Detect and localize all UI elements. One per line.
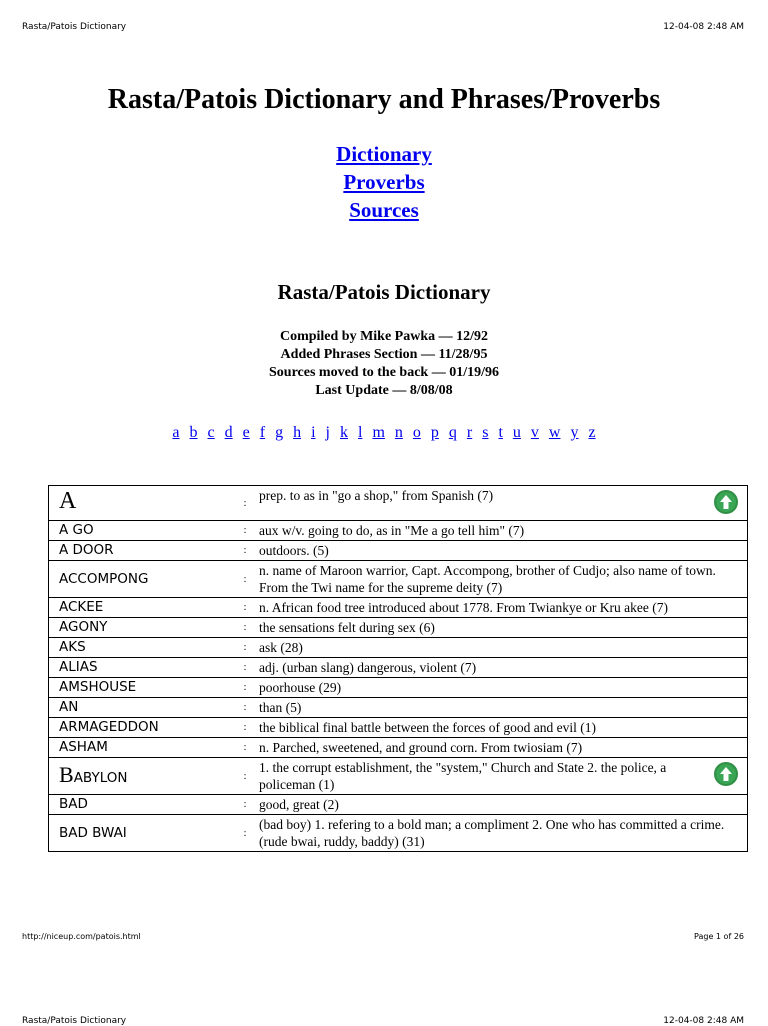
entry-definition [255,815,748,852]
credit-line: Last Update — 8/08/08 [315,383,453,398]
sources-link[interactable]: Sources [349,198,419,222]
header-title: Rasta/Patois Dictionary [22,22,127,32]
definition-text: prep. to as in "go a shop," from Spanish (7) [259,488,494,503]
table-row [49,486,748,521]
dictionary-table [48,485,748,852]
table-row [49,738,748,758]
definition-text: n. Parched, sweetened, and ground corn. From twiosiam (7) [259,740,583,755]
back-to-top-icon[interactable] [713,489,739,519]
entry-separator: : [235,618,255,638]
entry-definition [255,541,748,561]
entry-separator: : [235,718,255,738]
definition-text: n. African food tree introduced about 1778. From Twiankye or Kru akee (7) [259,600,668,615]
entry-word: ASHAM [49,738,236,758]
credit-line: Compiled by Mike Pawka — 12/92 [279,329,489,344]
letter-link-j[interactable]: j [325,424,330,441]
section-nav [0,140,768,224]
header-title: Rasta/Patois Dictionary [22,1016,127,1026]
page-header [22,22,744,32]
entry-definition [255,795,748,815]
entry-separator: : [235,541,255,561]
dictionary-heading: Rasta/Patois Dictionary [277,280,491,304]
letter-link-n[interactable]: n [394,424,403,441]
table-row [49,815,748,852]
letter-link-u[interactable]: u [512,424,521,441]
entry-word: BAD BWAI [49,815,236,852]
letter-link-l[interactable]: l [357,424,363,441]
entry-definition [255,738,748,758]
entry-definition [255,718,748,738]
main-title: Rasta/Patois Dictionary and Phrases/Proverbs [107,84,661,115]
entry-word: BABYLON [49,758,236,795]
entry-word: ACKEE [49,598,236,618]
entry-separator: : [235,521,255,541]
entry-separator: : [235,658,255,678]
letter-link-o[interactable]: o [412,424,421,441]
entry-separator: : [235,678,255,698]
letter-link-h[interactable]: h [293,424,302,441]
letter-link-z[interactable]: z [588,424,596,441]
letter-link-e[interactable]: e [242,424,250,441]
letter-link-b[interactable]: b [189,424,198,441]
letter-link-a[interactable]: a [172,424,180,441]
definition-text: n. name of Maroon warrior, Capt. Accompong, brother of Cudjo; also name of town. From the Twi name for the supreme deity (7) [259,563,716,595]
letter-link-v[interactable]: v [530,424,539,441]
credit-line: Sources moved to the back — 01/19/96 [269,365,499,380]
entry-definition [255,638,748,658]
table-row [49,678,748,698]
letter-link-d[interactable]: d [224,424,233,441]
definition-text: outdoors. (5) [259,543,329,558]
entry-word: A DOOR [49,541,236,561]
entry-separator: : [235,758,255,795]
proverbs-link[interactable]: Proverbs [343,170,425,194]
table-row [49,541,748,561]
back-to-top-icon[interactable] [713,761,739,791]
entry-definition [255,658,748,678]
definition-text: the biblical final battle between the forces of good and evil (1) [259,720,596,735]
letter-link-t[interactable]: t [498,424,503,441]
entry-definition [255,678,748,698]
definition-text: ask (28) [259,640,303,655]
entry-separator: : [235,795,255,815]
page-footer [22,932,744,941]
entry-separator: : [235,698,255,718]
entry-word: A GO [49,521,236,541]
entry-separator: : [235,815,255,852]
credits [0,328,768,400]
table-row [49,521,748,541]
footer-page: Page 1 of 26 [694,932,744,941]
entry-word: AGONY [49,618,236,638]
letter-link-i[interactable]: i [311,424,316,441]
definition-text: good, great (2) [259,797,339,812]
entry-word: ARMAGEDDON [49,718,236,738]
definition-text: than (5) [259,700,302,715]
definition-text: 1. the corrupt establishment, the "system," Church and State 2. the police, a policeman (1) [259,760,667,792]
entry-definition [255,521,748,541]
table-row [49,758,748,795]
letter-link-r[interactable]: r [466,424,473,441]
entry-separator: : [235,486,255,521]
letter-link-k[interactable]: k [339,424,348,441]
letter-link-q[interactable]: q [448,424,457,441]
table-row [49,718,748,738]
entry-definition [255,758,748,795]
footer-url: http://niceup.com/patois.html [22,932,141,941]
letter-link-p[interactable]: p [430,424,439,441]
letter-link-y[interactable]: y [570,424,579,441]
entry-separator: : [235,598,255,618]
letter-link-f[interactable]: f [259,424,266,441]
letter-link-m[interactable]: m [372,424,385,441]
entry-word: ALIAS [49,658,236,678]
entry-definition [255,486,748,521]
entry-word: AKS [49,638,236,658]
entry-definition [255,561,748,598]
definition-text: the sensations felt during sex (6) [259,620,435,635]
table-row [49,561,748,598]
entry-word: AN [49,698,236,718]
entry-separator: : [235,561,255,598]
entry-separator: : [235,638,255,658]
definition-text: poorhouse (29) [259,680,342,695]
entry-word: AMSHOUSE [49,678,236,698]
header-datetime: 12-04-08 2:48 AM [663,22,744,32]
dictionary-link[interactable]: Dictionary [336,142,432,166]
entry-word: BAD [49,795,236,815]
table-row [49,638,748,658]
definition-text: (bad boy) 1. refering to a bold man; a compliment 2. One who has committed a crime. (rude bwai, ruddy, baddy) (31) [259,817,725,849]
entry-definition [255,698,748,718]
table-row [49,698,748,718]
table-row [49,795,748,815]
letter-link-s[interactable]: s [482,424,489,441]
credit-line: Added Phrases Section — 11/28/95 [280,347,488,362]
definition-text: adj. (urban slang) dangerous, violent (7) [259,660,477,675]
letter-link-c[interactable]: c [207,424,215,441]
letter-link-g[interactable]: g [275,424,284,441]
table-row [49,598,748,618]
entry-separator: : [235,738,255,758]
table-row [49,658,748,678]
definition-text: aux w/v. going to do, as in "Me a go tell him" (7) [259,523,525,538]
entry-definition [255,618,748,638]
next-page-header [22,1016,744,1026]
header-datetime: 12-04-08 2:48 AM [663,1016,744,1026]
entry-word: A [49,486,236,521]
alphabet-index [0,424,768,442]
letter-link-w[interactable]: w [548,424,561,441]
entry-definition [255,598,748,618]
table-row [49,618,748,638]
entry-word: ACCOMPONG [49,561,236,598]
